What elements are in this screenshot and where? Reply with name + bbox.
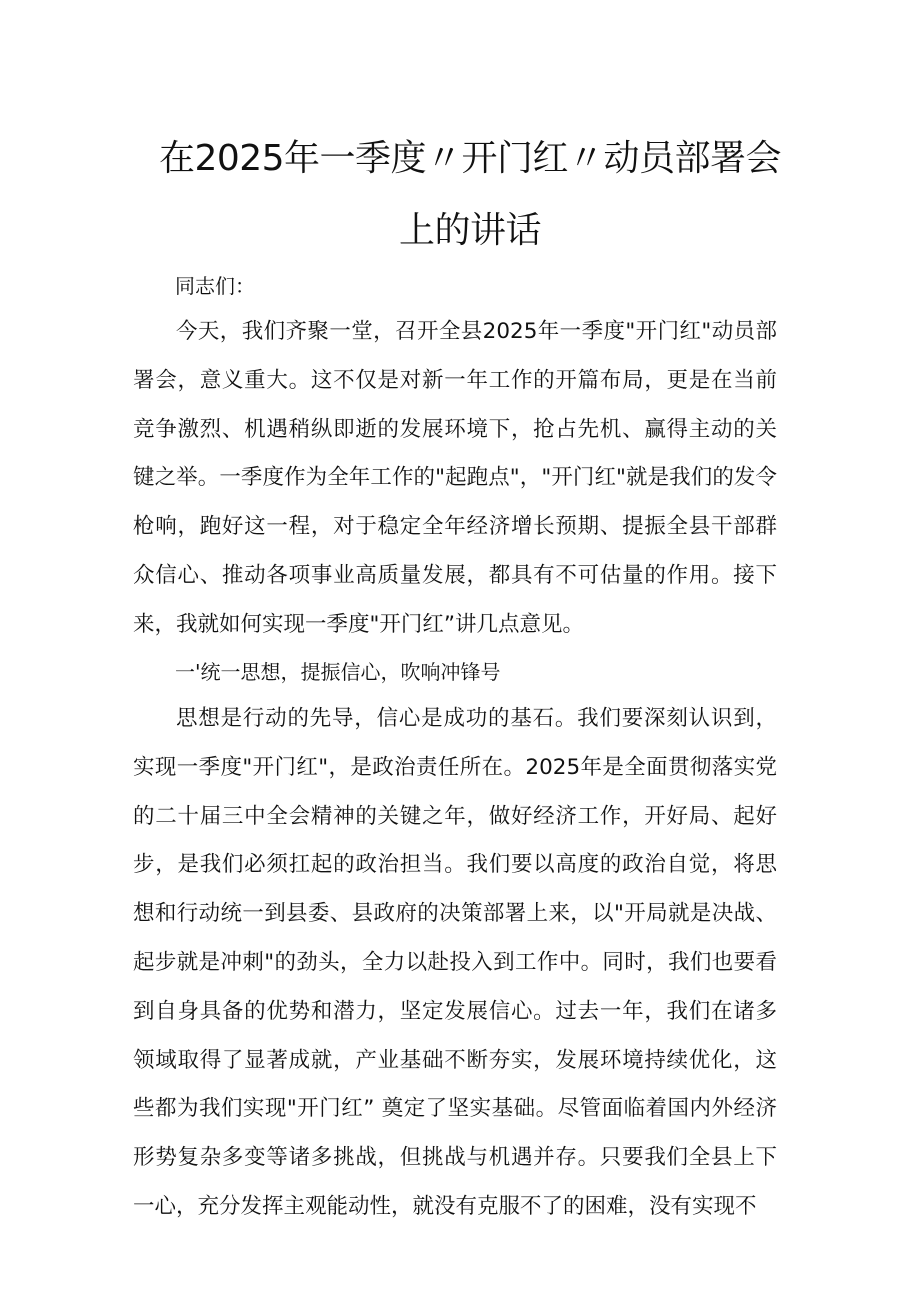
document-title-line-1: 在2025年一季度〃开门红〃动员部署会 [158,138,782,179]
document-title-line-2: 上的讲话 [398,210,541,251]
paragraph-section-1: 思想是行动的先导，信心是成功的基石。我们要深刻认识到，实现一季度"开门红"，是政治责任所在。2025年是全面贯彻落实党的二十届三中全会精神的关键之年，做好经济工作，开好局、起好步，是我们必须扛起的政治担当。我们要以高度的政治自觉，将思想和行动统一到县委、县政府的决策部署上来，以"开局就是决战、起步就是冲刺"的劲头，全力以赴投入到工作中。同时，我们也要看到自身具备的优势和潜力，坚定发展信心。过去一年，我们在诸多领域取得了显著成就，产业基础不断夯实，发展环境持续优化，这些都为我们实现"开门红” 奠定了坚实基础。尽管面临着国内外经济形势复杂多变等诸多挑战，但挑战与机遇并存。只要我们全县上下一心，充分发挥主观能动性，就没有克服不了的困难，没有实现不 [133,706,777,1219]
salutation: 同志们： [175,274,255,298]
paragraph-intro: 今天，我们齐聚一堂，召开全县2025年一季度"开门红"动员部署会，意义重大。这不仅是对新一年工作的开篇布局，更是在当前竞争激烈、机遇稍纵即逝的发展环境下，抢占先机、赢得主动的关键之举。一季度作为全年工作的"起跑点"，"开门红"就是我们的发令枪响，跑好这一程，对于稳定全年经济增长预期、提振全县干部群众信心、推动各项事业高质量发展，都具有不可估量的作用。接下来，我就如何实现一季度"开门红”讲几点意见。 [133,319,777,637]
section-heading-1: 一'统一思想，提振信心，吹响冲锋号 [175,660,501,684]
